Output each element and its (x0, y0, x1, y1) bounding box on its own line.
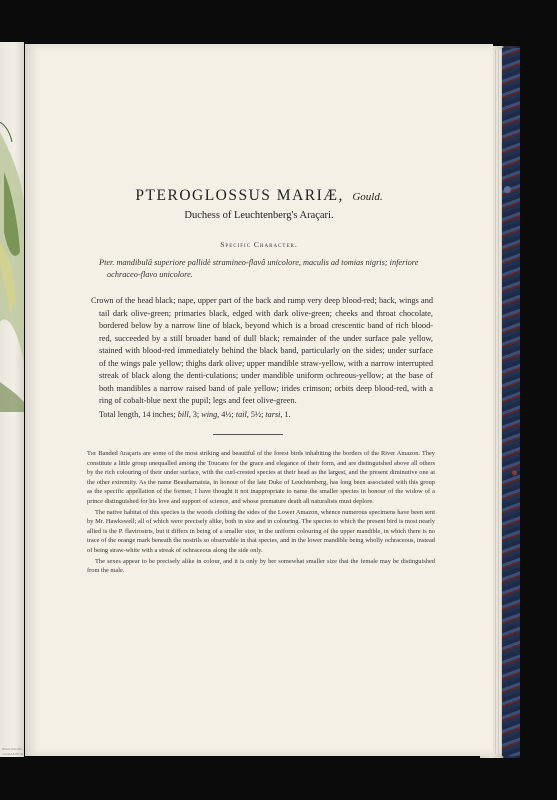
marbled-cover-edge (502, 48, 520, 756)
plate-caption-line: J.Gould & H.C.R. (2, 752, 24, 756)
measurements (99, 410, 399, 419)
plate-caption-line: Drawn from Nat. (2, 747, 23, 751)
tail-label: tail, (235, 410, 249, 419)
drop-word: The (87, 450, 97, 457)
tarsi-value: 1. (284, 410, 291, 419)
species-title-name: PTEROGLOSSUS MARIÆ, (135, 187, 344, 204)
wing-label: wing, (201, 410, 220, 419)
common-name: Duchess of Leuchtenberg's Araçari. (184, 210, 334, 221)
bird-plate-illustration (0, 112, 24, 412)
body-paragraph: The native habitat of this species is the woods clothing the sides of the Lower Amazon, whence numerous specimens have been sent by Mr. Hawkswell; all of which were precisely alike, both in size and in colouring. The species to which the present bird is most nearly allied is the P. flavirostris, but it differs in being of a smaller size, in the uniform colouring of the upper mandible, in which there is no trace of the orange mark beneath the nostrils so observable in that species, and in the lower mandible being wholly ochraceous, instead of being straw-white with a streak of ochraceous along the side only. (87, 508, 435, 554)
latin-diagnosis: Pter. mandibulâ superiore pallidè stramineo-flavâ unicolore, maculis ad tomias nigris; inferiore ochraceo-flavo unicolore. (99, 258, 419, 279)
section-divider (213, 434, 283, 435)
body-paragraph (87, 449, 435, 507)
specific-character-heading: Specific Character. (220, 240, 298, 249)
facing-plate-page (0, 42, 24, 757)
tail-value: 5½; (250, 410, 264, 419)
bill-value: 3; (192, 410, 200, 419)
species-title (25, 187, 493, 205)
plate-caption (2, 747, 24, 757)
species-description: Crown of the head black; nape, upper part of the back and rump very deep blood-red; back, wings and tail dark olive-green; primaries black, edged with dark olive-green; cheeks and throat chocolate, bordered below by a narrow line of black, beyond which is a broad crescentic band of rich blood-red, succeeded by a still broader band of dull black; remainder of the under surface pale yellow, stained with blood-red immediately behind the black band, particularly on the sides; under surface of the wings pale yellow; thighs dark olive; upper mandible straw-yellow, with a narrow interrupted streak of black along the denti-culations; under mandible uniform ochreous-yellow; at the base of both mandibles a narrow raised band of pale yellow; irides crimson; orbits deep blood-red, with a ring of cobalt-blue next the pupil; legs and feet olive-green. (91, 296, 433, 405)
body-paragraph: The sexes appear to be precisely alike in colour, and it is only by her somewhat smaller size that the female may be distinguished from the male. (87, 557, 435, 575)
tarsi-label: tarsi, (265, 410, 283, 419)
total-length: Total length, 14 inches; (99, 410, 176, 419)
body-text (87, 449, 435, 577)
wing-value: 4½; (221, 410, 234, 419)
bill-label: bill, (177, 410, 191, 419)
species-title-author: Gould. (352, 191, 383, 203)
paragraph-text: Banded Araçaris are some of the most striking and beautiful of the forest birds inhabiting the borders of the River Amazon. They constitute a little group unequalled among the Toucans for the grace and elegance of their form, and are distinguished above all others by the rich colouring of their under surface, with the curl-crested species at their head as the largest, and the present diminutive one at the other extremity. As the name Beauharnaisia, in honour of the late Duke of Leuchtenberg, has long been associated with this group as the specific appellation of the former, I have thought it not inappropriate to name the smaller species in honour of the widow of a prince distinguished for his love and support of science, and whose premature death all naturalists must deplore. (87, 450, 435, 505)
text-page (25, 44, 493, 756)
